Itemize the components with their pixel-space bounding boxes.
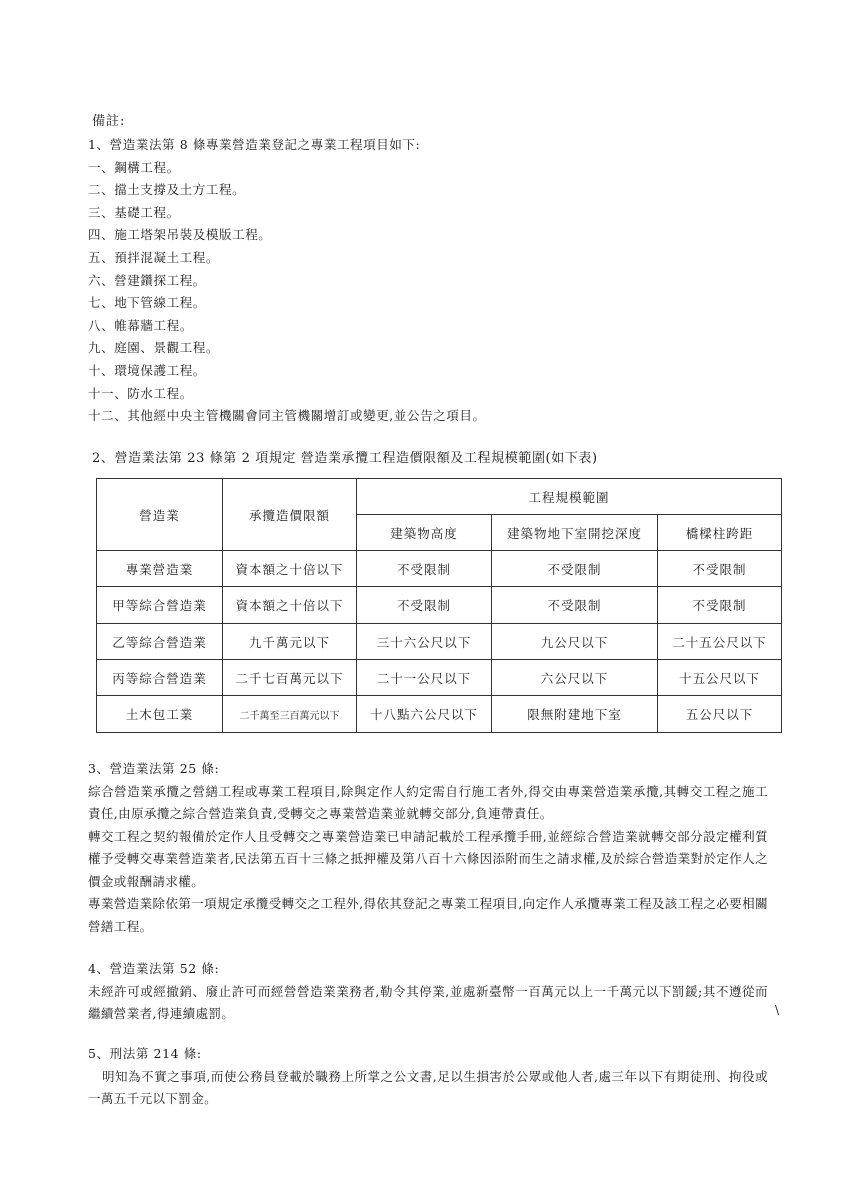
- contract-limit-table: [96, 478, 782, 733]
- section-5: [88, 1043, 768, 1111]
- section-1-title: 1、營造業法第 8 條專業營造業登記之專業工程項目如下:: [88, 137, 421, 152]
- remark-heading: 備註:: [92, 114, 126, 129]
- header-span: 橋樑柱跨距: [658, 515, 782, 551]
- cell-type: 專業營造業: [97, 551, 223, 587]
- list-item: 五、預拌混凝土工程。: [88, 249, 220, 265]
- list-item: 四、施工塔架吊裝及模版工程。: [88, 227, 272, 243]
- section-2-title: 2、營造業法第 23 條第 2 項規定 營造業承攬工程造價限額及工程規模範圍(如下表): [92, 451, 598, 466]
- cell-limit: 資本額之十倍以下: [223, 551, 357, 587]
- cell-limit: 二千七百萬元以下: [223, 660, 357, 696]
- cell-type: 甲等綜合營造業: [97, 587, 223, 624]
- header-depth: 建築物地下室開挖深度: [492, 515, 658, 551]
- cell-span: 五公尺以下: [658, 696, 782, 733]
- cell-type: 土木包工業: [97, 696, 223, 733]
- section-5-title: 5、刑法第 214 條:: [88, 1046, 202, 1061]
- list-item: 六、營建鑽探工程。: [88, 272, 206, 288]
- header-contractor: 營造業: [97, 479, 223, 551]
- list-item: 十一、防水工程。: [88, 385, 193, 401]
- list-item: 二、擋土支撐及土方工程。: [88, 182, 246, 198]
- cell-span: 二十五公尺以下: [658, 624, 782, 660]
- list-item: 七、地下管線工程。: [88, 295, 206, 311]
- section-5-paragraph: 明知為不實之事項,而使公務員登載於職務上所掌之公文書,足以生損害於公眾或他人者,處三年以下有期徒刑、拘役或一萬五千元以下罰金。: [88, 1068, 768, 1106]
- table-row: [97, 660, 782, 696]
- list-item: 九、庭園、景觀工程。: [88, 340, 220, 356]
- cell-depth: 不受限制: [492, 551, 658, 587]
- cell-height: 二十一公尺以下: [357, 660, 492, 696]
- section-3-paragraph-1: 綜合營造業承攬之營繕工程或專業工程項目,除與定作人約定需自行施工者外,得交由專業營造業承攬,其轉交工程之施工責任,由原承攬之綜合營造業負責,受轉交之專業營造業並就轉交部分,負連帶責任。: [88, 783, 768, 821]
- cell-depth: 九公尺以下: [492, 624, 658, 660]
- cell-span: 不受限制: [658, 551, 782, 587]
- section-3: [88, 758, 768, 938]
- list-item: 八、帷幕牆工程。: [88, 317, 193, 333]
- header-scope: 工程規模範圍: [357, 479, 782, 515]
- cell-depth: 六公尺以下: [492, 660, 658, 696]
- cell-limit: 二千萬至三百萬元以下: [223, 696, 357, 733]
- cell-span: 不受限制: [658, 587, 782, 624]
- cell-type: 乙等綜合營造業: [97, 624, 223, 660]
- cell-height: 三十六公尺以下: [357, 624, 492, 660]
- cell-span: 十五公尺以下: [658, 660, 782, 696]
- list-item: 十、環境保護工程。: [88, 362, 206, 378]
- cell-limit: 資本額之十倍以下: [223, 587, 357, 624]
- cell-height: 不受限制: [357, 587, 492, 624]
- table-row: [97, 624, 782, 660]
- cell-height: 不受限制: [357, 551, 492, 587]
- section-3-paragraph-2: 轉交工程之契約報備於定作人且受轉交之專業營造業已申請記載於工程承攬手冊,並經綜合營造業就轉交部分設定權利質權予受轉交專業營造業者,民法第五百十三條之抵押權及第八百十六條因添附而生之請求權,及於綜合營造業對於定作人之價金或報酬請求權。: [88, 828, 768, 889]
- margin-mark: \: [775, 1003, 780, 1017]
- table-row: [97, 696, 782, 733]
- section-1: [88, 134, 788, 428]
- list-item: 一、鋼構工程。: [88, 159, 180, 175]
- section-3-paragraph-3: 專業營造業除依第一項規定承攬受轉交之工程外,得依其登記之專業工程項目,向定作人承攬專業工程及該工程之必要相關營繕工程。: [88, 896, 768, 934]
- section-4: [88, 958, 768, 1026]
- cell-limit: 九千萬元以下: [223, 624, 357, 660]
- cell-type: 丙等綜合營造業: [97, 660, 223, 696]
- section-4-title: 4、營造業法第 52 條:: [88, 961, 220, 976]
- section-3-title: 3、營造業法第 25 條:: [88, 761, 220, 776]
- list-item: 十二、其他經中央主管機關會同主管機關增訂或變更,並公告之項目。: [88, 408, 486, 424]
- cell-depth: 不受限制: [492, 587, 658, 624]
- cell-height: 十八點六公尺以下: [357, 696, 492, 733]
- table-row: [97, 551, 782, 587]
- list-item: 三、基礎工程。: [88, 204, 180, 220]
- section-4-paragraph: 未經許可或經撤銷、廢止許可而經營營造業業務者,勒令其停業,並處新臺幣一百萬元以上一千萬元以下罰鍰;其不遵從而繼續營業者,得連續處罰。: [88, 983, 768, 1021]
- cell-depth: 限無附建地下室: [492, 696, 658, 733]
- table-row: [97, 587, 782, 624]
- header-limit: 承攬造價限額: [223, 479, 357, 551]
- header-height: 建築物高度: [357, 515, 492, 551]
